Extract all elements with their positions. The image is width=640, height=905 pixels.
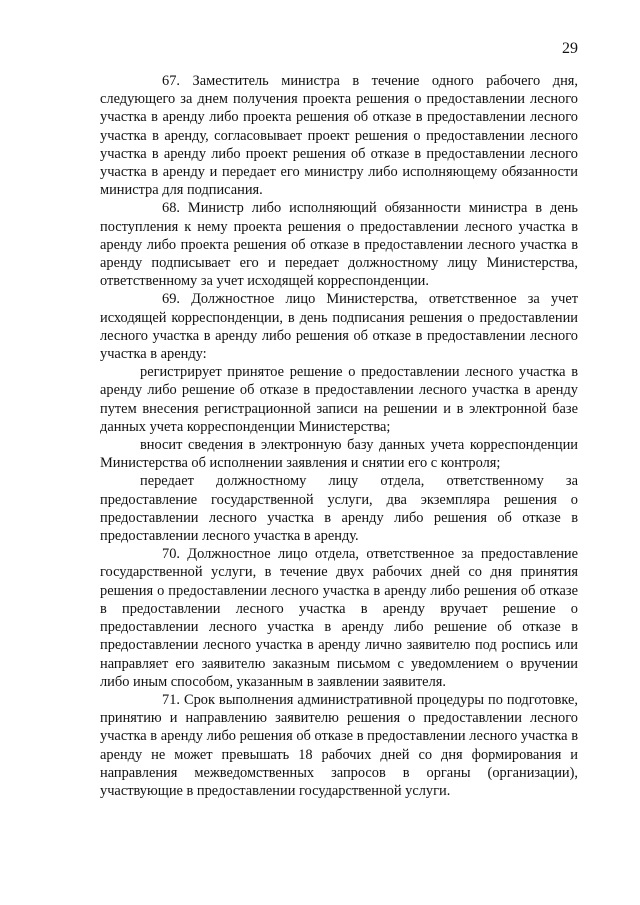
paragraph-69-transfer: передает должностному лицу отдела, ответственному за предоставление государственной услуги, два экземпляра решения о предоставлении лесного участка в аренду либо решения об отказе в предоставлении лесного участка в аренду. (100, 473, 578, 545)
document-body (100, 72, 578, 800)
paragraph-69-enter-data: вносит сведения в электронную базу данных учета корреспонденции Министерства об исполнении заявления и снятии его с контроля; (100, 437, 578, 472)
paragraph-68: 68. Министр либо исполняющий обязанности министра в день поступления к нему проекта решения о предоставлении лесного участка в аренду либо проекта решения об отказе в предоставлении лесного участка в аренду подписывает его и передает должностному лицу Министерства, ответственному за учет исходящей корреспонденции. (100, 200, 578, 290)
paragraph-69: 69. Должностное лицо Министерства, ответственное за учет исходящей корреспонденции, в день подписания решения о предоставлении лесного участка в аренду либо решения об отказе в предоставлении лесного участка в аренду: (100, 291, 578, 363)
paragraph-67: 67. Заместитель министра в течение одного рабочего дня, следующего за днем получения проекта решения о предоставлении лесного участка в аренду либо проекта решения об отказе в предоставлении лесного участка в аренду, согласовывает проект решения о предоставлении лесного участка в аренду либо проект решения об отказе в предоставлении лесного участка в аренду и передает его министру либо исполняющему обязанности министра для подписания. (100, 73, 578, 199)
paragraph-69-register: регистрирует принятое решение о предоставлении лесного участка в аренду либо решение об отказе в предоставлении лесного участка в аренду путем внесения регистрационной записи на решении и в электронной базе данных учета корреспонденции Министерства; (100, 364, 578, 435)
page-number: 29 (562, 40, 578, 57)
paragraph-70: 70. Должностное лицо отдела, ответственное за предоставление государственной услуги, в течение двух рабочих дней со дня принятия решения о предоставлении лесного участка в аренду либо решения об отказе в предоставлении лесного участка в аренду вручает решение о предоставлении лесного участка в аренду либо решение об отказе в предоставлении лесного участка в аренду лично заявителю под роспись или направляет его заявителю заказным письмом с уведомлением о вручении либо иным способом, указанным в заявлении заявителя. (100, 546, 578, 690)
paragraph-71: 71. Срок выполнения административной процедуры по подготовке, принятию и направлению заявителю решения о предоставлении лесного участка в аренду либо решения об отказе в предоставлении лесного участка в аренду не может превышать 18 рабочих дней со дня формирования и направления межведомственных запросов в органы (организации), участвующие в предоставлении государственной услуги. (100, 691, 578, 799)
